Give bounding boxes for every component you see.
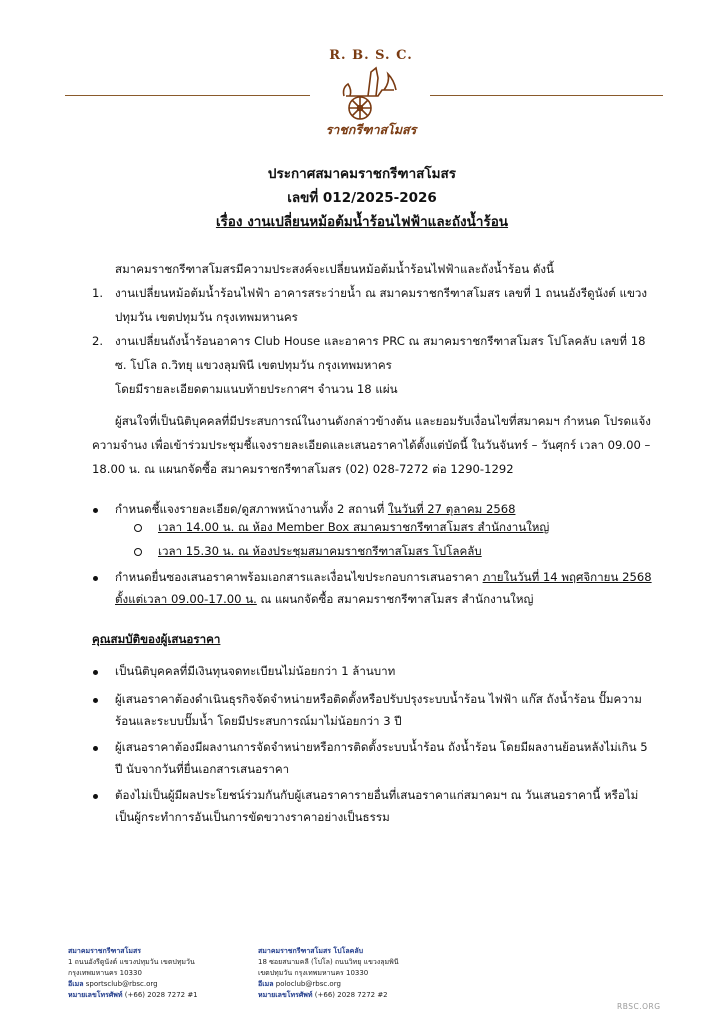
qualification-item: ผู้เสนอราคาต้องมีผลงานการจัดจำหน่ายหรือการติดตั้งระบบน้ำร้อน ถังน้ำร้อน โดยมีผลงานย้อนหลังไม่เกิน 5 [115, 740, 648, 754]
item-text: ปทุมวัน เขตปทุมวัน กรุงเทพมหานคร [115, 310, 298, 324]
bullet-icon [93, 698, 98, 703]
paragraph-line: 18.00 น. ณ แผนกจัดซื้อ สมาคมราชกรีฑาสโมสร (02) 028-7272 ต่อ 1290-1292 [92, 462, 514, 476]
footer-hq-email[interactable]: sportsclub@rbsc.org [85, 980, 158, 988]
header-rule-left [65, 95, 310, 96]
qualifications-heading: คุณสมบัติของผู้เสนอราคา [92, 632, 221, 646]
schedule-submission-date: ภายในวันที่ 14 พฤศจิกายน 2568 [482, 570, 652, 584]
footer-website-link[interactable]: RBSC.ORG [617, 1002, 661, 1011]
qualification-item: ผู้เสนอราคาต้องดำเนินธุรกิจจัดจำหน่ายหรือติดตั้งหรือปรับปรุงระบบน้ำร้อน ไฟฟ้า แก๊ส ถังน้ำร้อน ปั๊มความ [115, 692, 642, 706]
schedule-briefing [115, 502, 515, 516]
bullet-icon [93, 670, 98, 675]
chariot-emblem-icon [338, 66, 404, 122]
schedule-sub-item: เวลา 14.00 น. ณ ห้อง Member Box สมาคมราชกรีฑาสโมสร สำนักงานใหญ่ [158, 520, 550, 534]
item-text: งานเปลี่ยนหม้อต้มน้ำร้อนไฟฟ้า อาคารสระว่ายน้ำ ณ สมาคมราชกรีฑาสโมสร เลขที่ 1 ถนนอังรีดูนังต์ แขวง [115, 286, 648, 300]
qualification-item: ต้องไม่เป็นผู้มีผลประโยชน์ร่วมกันกับผู้เสนอราคารายอื่นที่เสนอราคาแก่สมาคมฯ ณ วันเสนอราคานี้ หรือไม่ [115, 788, 639, 802]
footer-hq-phone[interactable]: (+66) 2028 7272 #1 [124, 991, 198, 999]
footer-polo-name: สมาคมราชกรีฑาสโมสร โปโลคลับ [258, 947, 364, 955]
schedule-submission-hours: ตั้งแต่เวลา 09.00-17.00 น. [115, 592, 257, 606]
qualification-item: ร้อนและระบบปั๊มน้ำ โดยมีประสบการณ์มาไม่น้อยกว่า 3 ปี [115, 714, 402, 728]
header-rule-right [430, 95, 663, 96]
rbsc-logo [318, 48, 424, 144]
item-text: งานเปลี่ยนถังน้ำร้อนอาคาร Club House และอาคาร PRC ณ สมาคมราชกรีฑาสโมสร โปโลคลับ เลขที่ 18 [115, 334, 646, 348]
footer-phone-label: หมายเลขโทรศัพท์ [68, 991, 123, 999]
circle-bullet-icon [134, 548, 142, 556]
footer-email-label: อีเมล [68, 980, 84, 988]
footer-hq-address: กรุงเทพมหานคร 10330 [68, 969, 142, 977]
bullet-icon [93, 746, 98, 751]
announcement-number: เลขที่ 012/2025-2026 [287, 190, 437, 206]
logo-letters: R. B. S. C. [329, 48, 413, 63]
item-number: 2. [92, 334, 104, 348]
schedule-briefing-text: กำหนดชี้แจงรายละเอียด/ดูสภาพหน้างานทั้ง 2 สถานที่ [115, 502, 388, 516]
bullet-icon [93, 576, 98, 581]
schedule-submission-place: ณ แผนกจัดซื้อ สมาคมราชกรีฑาสโมสร สำนักงานใหญ่ [256, 592, 534, 606]
circle-bullet-icon [134, 524, 142, 532]
schedule-briefing-date: ในวันที่ 27 ตุลาคม 2568 [387, 502, 516, 516]
bullet-icon [93, 508, 98, 513]
announcement-title: ประกาศสมาคมราชกรีฑาสโมสร [267, 166, 457, 182]
schedule-sub-item: เวลา 15.30 น. ณ ห้องประชุมสมาคมราชกรีฑาสโมสร โปโลคลับ [158, 544, 482, 558]
detail-note: โดยมีรายละเอียดตามแนบท้ายประกาศฯ จำนวน 18 แผ่น [115, 382, 398, 396]
footer-email-label: อีเมล [258, 980, 274, 988]
qualification-item: เป็นผู้กระทำการอันเป็นการขัดขวางราคาอย่างเป็นธรรม [115, 810, 390, 824]
footer-polo-email[interactable]: poloclub@rbsc.org [275, 980, 341, 988]
footer-polo-phone[interactable]: (+66) 2028 7272 #2 [314, 991, 388, 999]
footer-headquarters [68, 946, 198, 1001]
footer-hq-address: 1 ถนนอังรีดูนังต์ แขวงปทุมวัน เขตปทุมวัน [68, 958, 195, 966]
schedule-submission-text: กำหนดยื่นซองเสนอราคาพร้อมเอกสารและเงื่อนไขประกอบการเสนอราคา [115, 570, 483, 584]
footer-hq-name: สมาคมราชกรีฑาสโมสร [68, 947, 141, 955]
footer-phone-label: หมายเลขโทรศัพท์ [258, 991, 313, 999]
footer-polo-club [258, 946, 399, 1001]
bullet-icon [93, 794, 98, 799]
paragraph-line: ความจำนง เพื่อเข้าร่วมประชุมชี้แจงรายละเอียดและเสนอราคาได้ตั้งแต่บัดนี้ ในวันจันทร์ – วันศุกร์ เวลา 09.00 – [92, 438, 651, 452]
qualification-item: ปี นับจากวันที่ยื่นเอกสารเสนอราคา [115, 762, 290, 776]
schedule-submission-time [115, 592, 533, 606]
schedule-submission [115, 570, 652, 584]
qualification-item: เป็นนิติบุคคลที่มีเงินทุนจดทะเบียนไม่น้อยกว่า 1 ล้านบาท [115, 664, 396, 678]
intro-text: สมาคมราชกรีฑาสโมสรมีความประสงค์จะเปลี่ยนหม้อต้มน้ำร้อนไฟฟ้าและถังน้ำร้อน ดังนี้ [115, 262, 554, 276]
footer-polo-address: 18 ซอยสนามคลี (โปโล) ถนนวิทยุ แขวงลุมพินี [258, 958, 399, 966]
item-number: 1. [92, 286, 104, 300]
logo-name: ราชกรีฑาสโมสร [325, 122, 417, 137]
footer-polo-address: เขตปทุมวัน กรุงเทพมหานคร 10330 [258, 969, 369, 977]
item-text: ซ. โปโล ถ.วิทยุ แขวงลุมพินี เขตปทุมวัน กรุงเทพมหาคร [115, 358, 392, 372]
announcement-subject: เรื่อง งานเปลี่ยนหม้อต้มน้ำร้อนไฟฟ้าและถังน้ำร้อน [215, 214, 509, 230]
paragraph-line: ผู้สนใจที่เป็นนิติบุคคลที่มีประสบการณ์ในงานดังกล่าวข้างต้น และยอมรับเงื่อนไขที่สมาคมฯ กำหนด โปรดแจ้ง [115, 414, 651, 428]
